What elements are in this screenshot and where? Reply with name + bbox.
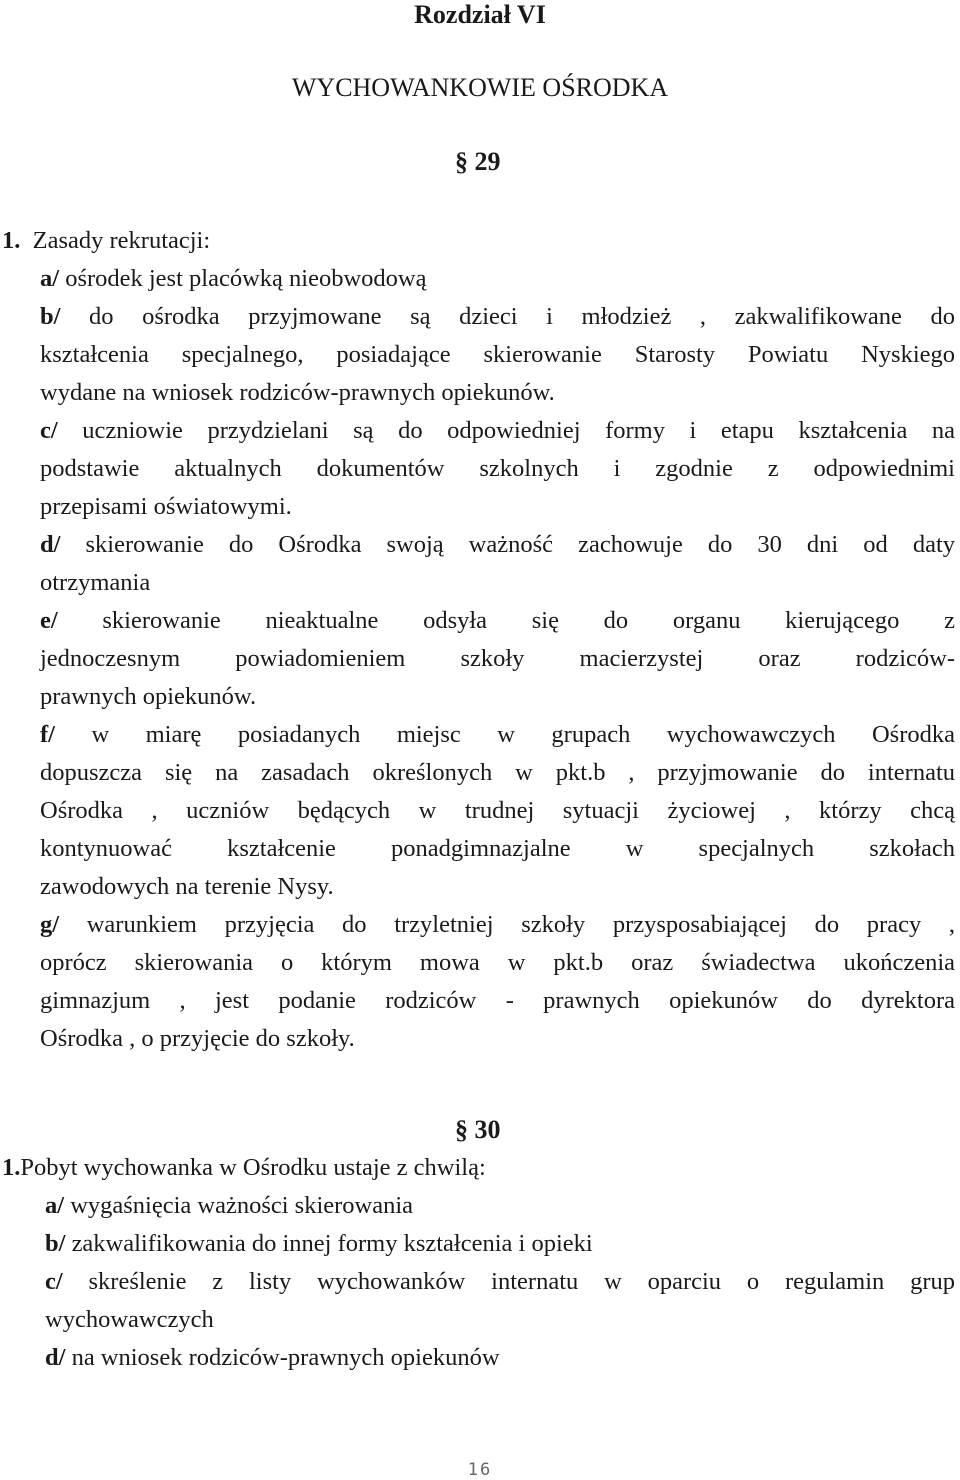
section-30-line-6: d/ na wniosek rodziców-prawnych opiekunów <box>45 1344 500 1371</box>
section-29-body <box>0 222 955 1058</box>
section-29-line-3: b/ do ośrodka przyjmowane są dzieci i młodzież , zakwalifikowane do <box>40 303 955 330</box>
section-30-line-5: wychowawczych <box>45 1306 214 1333</box>
section-sign-30: § 30 <box>455 1115 501 1144</box>
section-29-line-21: gimnazjum , jest podanie rodziców - prawnych opiekunów do dyrektora <box>40 987 955 1014</box>
section-30-body <box>0 1149 955 1377</box>
chapter-title: WYCHOWANKOWIE OŚRODKA <box>291 73 669 102</box>
section-29-line-19: g/ warunkiem przyjęcia do trzyletniej szkoły przysposabiającej do pracy , <box>40 911 955 938</box>
section-30-line-1: 1.Pobyt wychowanka w Ośrodku ustaje z chwilą: <box>2 1154 486 1181</box>
section-29-line-14: f/ w miarę posiadanych miejsc w grupach wychowawczych Ośrodka <box>40 721 955 748</box>
section-29-line-17: kontynuować kształcenie ponadgimnazjalne w specjalnych szkołach <box>40 835 955 862</box>
section-29-line-15: dopuszcza się na zasadach określonych w pkt.b , przyjmowanie do internatu <box>40 759 955 786</box>
section-29-line-13: prawnych opiekunów. <box>40 683 257 710</box>
chapter-heading: Rozdział VI <box>414 0 546 29</box>
section-29-line-10: otrzymania <box>40 569 151 596</box>
section-29-line-20: oprócz skierowania o którym mowa w pkt.b oraz świadectwa ukończenia <box>40 949 955 976</box>
section-30-line-3: b/ zakwalifikowania do innej formy kształcenia i opieki <box>45 1230 593 1257</box>
section-29-line-22: Ośrodka , o przyjęcie do szkoły. <box>40 1025 355 1052</box>
section-30-line-2: a/ wygaśnięcia ważności skierowania <box>45 1192 414 1219</box>
section-29-line-18: zawodowych na terenie Nysy. <box>40 873 334 900</box>
section-29-line-8: przepisami oświatowymi. <box>40 493 292 520</box>
section-29-line-1: 1. Zasady rekrutacji: <box>2 227 211 254</box>
section-29-line-4: kształcenia specjalnego, posiadające skierowanie Starosty Powiatu Nyskiego <box>40 341 955 368</box>
section-sign-29: § 29 <box>455 147 501 176</box>
section-29-line-9: d/ skierowanie do Ośrodka swoją ważność zachowuje do 30 dni od daty <box>40 531 955 558</box>
section-29-line-2: a/ ośrodek jest placówką nieobwodową <box>40 265 427 292</box>
section-29-line-5: wydane na wniosek rodziców-prawnych opiekunów. <box>40 379 555 406</box>
section-29-line-11: e/ skierowanie nieaktualne odsyła się do organu kierującego z <box>40 607 955 634</box>
section-29-line-16: Ośrodka , uczniów będących w trudnej sytuacji życiowej , którzy chcą <box>40 797 955 824</box>
section-29-line-6: c/ uczniowie przydzielani są do odpowiedniej formy i etapu kształcenia na <box>40 417 955 444</box>
section-29-line-7: podstawie aktualnych dokumentów szkolnych i zgodnie z odpowiednimi <box>40 455 955 482</box>
page-number: 16 <box>467 1460 493 1480</box>
section-30-line-4: c/ skreślenie z listy wychowanków internatu w oparciu o regulamin grup <box>45 1268 956 1295</box>
section-29-line-12: jednoczesnym powiadomieniem szkoły macierzystej oraz rodziców- <box>40 645 955 672</box>
